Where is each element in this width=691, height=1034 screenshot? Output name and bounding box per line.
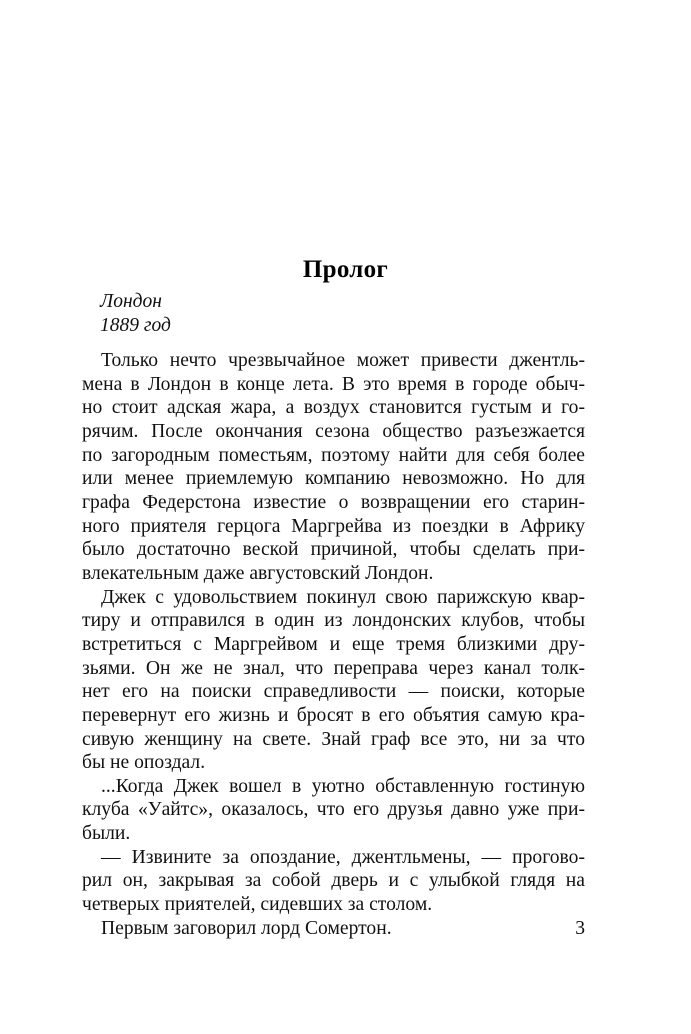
text-line	[82, 869, 585, 893]
text-line	[82, 396, 585, 420]
chapter-title: Пролог	[302, 256, 389, 283]
text-line	[82, 917, 585, 941]
text-line-content: влекательным даже августовский Лондон.	[82, 562, 434, 584]
chapter-year: 1889 год	[100, 314, 171, 336]
text-line-content: клуба «Уайтс», оказалось, что его друзья давно уже при-	[82, 799, 585, 821]
text-line	[82, 515, 585, 539]
text-line	[82, 562, 585, 586]
text-line	[82, 349, 585, 373]
text-line-content: Только нечто чрезвычайное может привести джентль-	[101, 350, 585, 371]
text-line	[82, 491, 585, 515]
text-line	[82, 657, 585, 681]
text-line	[82, 609, 585, 633]
text-line-content: зьями. Он же не знал, что переправа через канал толк-	[82, 657, 585, 679]
text-line	[82, 846, 585, 870]
text-line	[82, 467, 585, 491]
text-line	[82, 728, 585, 752]
text-line-content: перевернут его жизнь и бросят в его объятия самую кра-	[82, 704, 585, 726]
text-line-content: рил он, закрывая за собой дверь и с улыбкой глядя на	[82, 870, 585, 892]
text-line-content: тиру и отправился в один из лондонских клубов, чтобы	[82, 610, 585, 632]
text-line	[82, 680, 585, 704]
text-line-content: было достаточно веской причиной, чтобы сделать при-	[82, 539, 585, 561]
text-line-content: сивую женщину на свете. Знай граф все это, ни за что	[82, 728, 585, 750]
text-line	[82, 633, 585, 657]
text-line-content: бы не опоздал.	[82, 752, 206, 774]
text-line-content: встретиться с Маргрейвом и еще тремя близкими дру-	[82, 633, 585, 655]
text-line-content: мена в Лондон в конце лета. В это время в городе обыч-	[82, 373, 585, 395]
text-line	[82, 798, 585, 822]
text-line	[82, 775, 585, 799]
text-line-content: Первым заговорил лорд Сомертон.	[101, 917, 392, 939]
text-line-content: — Извините за опоздание, джентльмены, — прогово-	[101, 846, 585, 868]
text-line-content: но стоит адская жара, а воздух становится густым и го-	[82, 397, 585, 419]
text-line-content: ...Когда Джек вошел в уютно обставленную гостиную	[101, 775, 585, 797]
text-line-content: нет его на поиски справедливости — поиски, которые	[82, 681, 585, 703]
page-number: 3	[575, 917, 585, 939]
text-line	[82, 586, 585, 610]
text-line	[82, 704, 585, 728]
body-text	[82, 349, 585, 940]
text-line-content: Джек с удовольствием покинул свою парижскую квар-	[101, 586, 585, 608]
text-line-content: четверых приятелей, сидевших за столом.	[82, 894, 433, 916]
chapter-place: Лондон	[100, 291, 162, 312]
text-line-content: рячим. После окончания сезона общество разъезжается	[82, 420, 585, 442]
text-line-content: графа Федерстона известие о возвращении его старин-	[82, 491, 585, 513]
text-line	[82, 893, 585, 917]
text-line	[82, 751, 585, 775]
text-line	[82, 373, 585, 397]
text-line	[82, 822, 585, 846]
text-line	[82, 420, 585, 444]
text-line	[82, 444, 585, 468]
chapter-epigraph	[100, 290, 171, 337]
text-line-content: по загородным поместьям, поэтому найти для себя более	[82, 444, 585, 466]
text-line-content: были.	[82, 823, 131, 845]
text-line	[82, 538, 585, 562]
text-line-content: или менее приемлемую компанию невозможно. Но для	[82, 468, 585, 490]
text-line-content: ного приятеля герцога Маргрейва из поездки в Африку	[82, 515, 585, 537]
